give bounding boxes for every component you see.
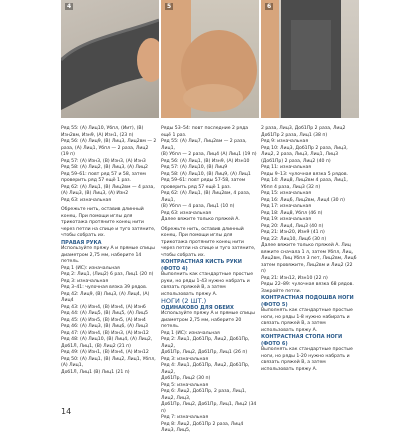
photo-number: 4 [67,3,72,10]
photo-step-6 [261,0,359,118]
photo-number: 6 [267,3,272,10]
section-heading: КОНТРАСТНАЯ СТОПА НОГИ (ФОТО 6) [261,334,343,347]
pattern-row: Ряд 1 (ИС): изначальная [61,265,120,271]
section-heading: ПРАВАЯ РУКА [61,239,102,246]
instruction-paragraph: Выполнять как стандартные простые ноги, но ряды 1-8 нужно набирать и связать пряжей B, а затем использовать пряжу A. [261,308,353,333]
pattern-row: Ряд 22: Лиц10, Лиц6 (30 п) [261,236,327,242]
knitted-toy-photo [161,0,259,118]
knitted-toy-photo [261,0,359,118]
pattern-row: Ряд 11: изначальная [261,165,312,170]
pattern-row: Ряд 44: (A) Лиц5, (B) Лиц5, (A) Лиц5 [61,311,148,316]
pattern-row: Ряд 3–41: чулочная вязка 39 рядов. [61,285,148,290]
pattern-row: Ряды 9–13: чулочная вязка 5 рядов. [261,171,348,177]
pattern-row: Убпл 4 раза, Лиц3 (32 п) [261,184,321,190]
instruction-paragraph: Обрежьте нить, оставив длинный конец. При помощи иглы для трикотажа протяните конец нити через петли на спице и туго затяните, чтобы собрать их. [61,207,156,238]
pattern-row: Ряд 62: (A) Лиц1, (B) Лиц2вм — 4 раза, (A) Лиц3, (B) Лиц3, (A) Изн2 [61,184,155,196]
pattern-row: Ряд 58: (A) Лиц10, (B) Лиц9, (A) Лиц1 [161,171,251,177]
pattern-row: проверить ряд 57 ещё 1 раз. [61,178,132,183]
photo-step-4 [61,0,159,118]
pattern-row: Ряд 59–61: повт ряд 57 и 58, затем [61,171,146,177]
section-heading: КОНТРАСТНАЯ ПОДОШВА НОГИ (ФОТО 5) [261,295,354,308]
pattern-row: Ряд 49: (A) Изн1, (B) Изн4, (A) Изн12 [61,350,149,355]
pattern-row: Ряд 8: Лиц2, Доб1Пр 2 раза, Лиц4 Лиц3, Лиц5, [161,421,244,433]
text-column-3 [261,126,357,373]
pattern-row: Ряд 16: Лиц6, Лиц2вм, Лиц4 (30 п) [261,197,345,203]
pattern-row: Доб1Л, Лиц1, (B) Лиц2 (21 п) [61,343,131,349]
pattern-row: Ряд 2: Лиц1, Доб1Пр, Лиц2, Доб1Пр, Лиц2, [161,337,250,349]
pattern-row: Ряд 3: изначальная [61,278,109,284]
pattern-row: Ряд 10: Лиц3, Доб1Пр 2 раза, Лиц3, Лиц2, 2 раза, Лиц3, Лиц1, Лиц3 (Доб1Пр) 2 раза, Лиц2 (40 п) [261,145,348,164]
page-number: 14 [61,407,72,416]
pattern-row: Ряды 53–54: повт последние 2 ряда ещё 1 раз. [161,126,249,138]
pattern-row: проверить ряд 57 ещё 1 раз. [161,184,232,190]
pattern-row: 2 раза, Лиц3, Доб1Пр 2 раза, Лиц2 [261,126,346,131]
pattern-row: Ряд 57: (A) Изн3, (B) Изн3, (A) Изн3 [61,158,146,164]
pattern-row: Ряд 5: изначальная [161,382,209,388]
subsection-heading: ОДИНАКОВО ДЛЯ ОБЕИХ [161,304,234,311]
pattern-row: Ряд 56: (A) Лиц1, (B) Изн9, (A) Изн10 [161,158,250,164]
pattern-row: Ряд 46: (A) Лиц3, (B) Лиц6, (A) Лиц3 [61,324,148,329]
pattern-row: Ряд 50: (A) Лиц1, (B) Лиц2, Лиц1, Убпл, (A) Лиц1, [61,356,156,368]
text-column-1 [61,126,157,376]
photo-step-5 [161,0,259,118]
pattern-row: (B) Убпл — 2 раза, Лиц4 (A) Лиц1 (19 п) [161,152,257,157]
pattern-row: Ряд 7: изначальная [161,415,209,420]
pattern-row: (B) Убпл — 4 раза, Лиц1 (10 п) [161,204,235,209]
pattern-row: Доб1Пр, Лиц2, Доб1Пр, Лиц1 (26 п) [161,350,248,355]
pattern-row: Ряд 56: (A) Лиц9, (B) Лиц3, Лиц2вм — 2 раза, (A) Лиц1, Убпл — 2 раза, Лиц2 (19 п) [61,139,157,157]
pattern-row: Ряд 3: изначальная [161,356,209,362]
pattern-row: Доб1Пр 2 раза, Лиц1 (38 п) [261,132,328,138]
pattern-row: Ряд 45: (A) Изн5, (B) Изн5, (A) Изн4 [61,317,146,323]
pattern-row: Ряд 15: изначальная [261,191,312,196]
pattern-row: Ряд 63: изначальная [161,210,212,216]
photo-number: 5 [167,3,172,10]
pattern-row: Ряд 20: Лиц4, Лиц3 (40 п) [261,223,324,229]
pattern-row: Ряд 21: Изн20, Изн9 (41 п) [261,230,325,235]
pattern-row: Ряд 21: Изн12, Изн10 (22 п) [261,275,328,281]
pattern-row: Ряд 58: (A) Лиц2, (B) Лиц3, (A) Лиц2 [61,165,148,170]
section-heading: КОНТРАСТНАЯ КИСТЬ РУКИ (ФОТО 4) [161,259,242,272]
pattern-row: Ряд 55: (A) Лиц10, Убпл, (Иит), (B) Изн2вм, Изн9, (A) Изн1, (23 п) [61,126,144,138]
pattern-row: Ряд 59–61: повт ряды 57-58, затем [161,178,246,183]
pattern-row: Доб1Пр, Лиц2, Доб1Пр, Лиц1, Лиц2 (34 п) [161,402,257,414]
pattern-row: Доб1Л, Лиц1 (B) Лиц1 (21 п) [61,369,130,375]
pattern-row: Закройте петли. [261,288,302,294]
pattern-row: Ряд 17: изначальная [261,204,312,209]
pattern-row: Ряд 4: Лиц1, Доб1Пр, Лиц2, Доб1Пр, Лиц2, [161,363,250,375]
pattern-row: Ряд 57: (A) Лиц10, (B) Лиц9 [161,165,228,170]
pattern-row: Ряд 1 (ИС): изначальная [161,330,220,336]
pattern-row: Ряд 2: Лиц1, (Лиц2) 6 раз, Лиц1 (20 п) [61,272,154,277]
instruction-paragraph: Используйте пряжу A и прямые спицы диаметром 2,75 мм, наберите 20 петель. [161,311,255,329]
instruction-paragraph: Выполнить как стандартные простые руки, но ряды 1-43 нужно набрать и связать пряжей B, а затем использовать пряжу A. [161,272,254,297]
instruction-paragraph: Используйте пряжу A и прямые спицы диаметром 2,75 мм, наберите 14 петель. [61,246,155,264]
pattern-row: Ряд 43: (A) Изн4, (B) Изн4, (A) Изн6 [61,304,146,310]
pattern-row: Доб1Пр, Лиц2 (30 п) [161,376,211,381]
pattern-row: Ряд 6: Лиц2, Доб1Пр, 2 раза, Лиц1, Лиц2, Лиц3, [161,389,247,401]
pattern-row: Ряд 14: Лиц8, Лиц2вм 4 раза, Лиц1, [261,178,348,183]
section-heading: НОГИ (2 ШТ.) [161,297,207,305]
pattern-row: Ряд 63: изначальная [61,197,112,203]
pattern-row: Ряд 19: изначальная [261,217,312,222]
pattern-row: Ряд 42: Лиц9, (B) Лиц3, (A) Лиц4, (A) Лиц4 [61,291,150,303]
knitted-toy-photo [61,0,159,118]
pattern-row: Ряд 55: (A) Лиц7, Лиц2вм — 2 раза, Лиц1, [161,139,247,151]
pattern-row: Ряд 9: изначальная [261,139,309,144]
pattern-row: Ряды 22–89: чулочная вязка 68 рядов. [261,282,354,287]
pattern-row: Ряд 62: (A) Лиц1, (B) Лиц2вм, 4 раза, Лиц1, [161,191,251,203]
text-column-2 [161,126,257,435]
instruction-paragraph: Далее вяжите только пряжей A. Лиц вяжите сначала 1 л, затем Убпл, Лиц, Лиц2вм, Лиц Убпл 3 пет, Лиц2вм, Лиц6 затем провяжите, Лиц2вм и Лиц2 (22 п) [261,243,357,274]
instruction-paragraph: Обрежьте нить, оставив длинный конец. При помощи иглы для трикотажа протяните конец нити через петли на спице и туго затяните, чтобы собрать их. [161,226,256,258]
pattern-row: Ряд 18: Лиц8, Убпл (46 п) [261,210,323,216]
instruction-paragraph: Далее вяжите только пряжей A. [161,217,240,222]
pattern-row: Ряд 48: (A) Лиц10, (B) Лиц4, (A) Лиц2, [61,337,153,342]
pattern-row: Ряд 47: (A) Изн4, (B) Изн3, (A) Изн12 [61,330,149,336]
instruction-paragraph: Выполнять как стандартные простые ноги, но ряды 1-20 нужно набрать и связать пряжей B, а затем использовать пряжу A. [261,347,353,372]
